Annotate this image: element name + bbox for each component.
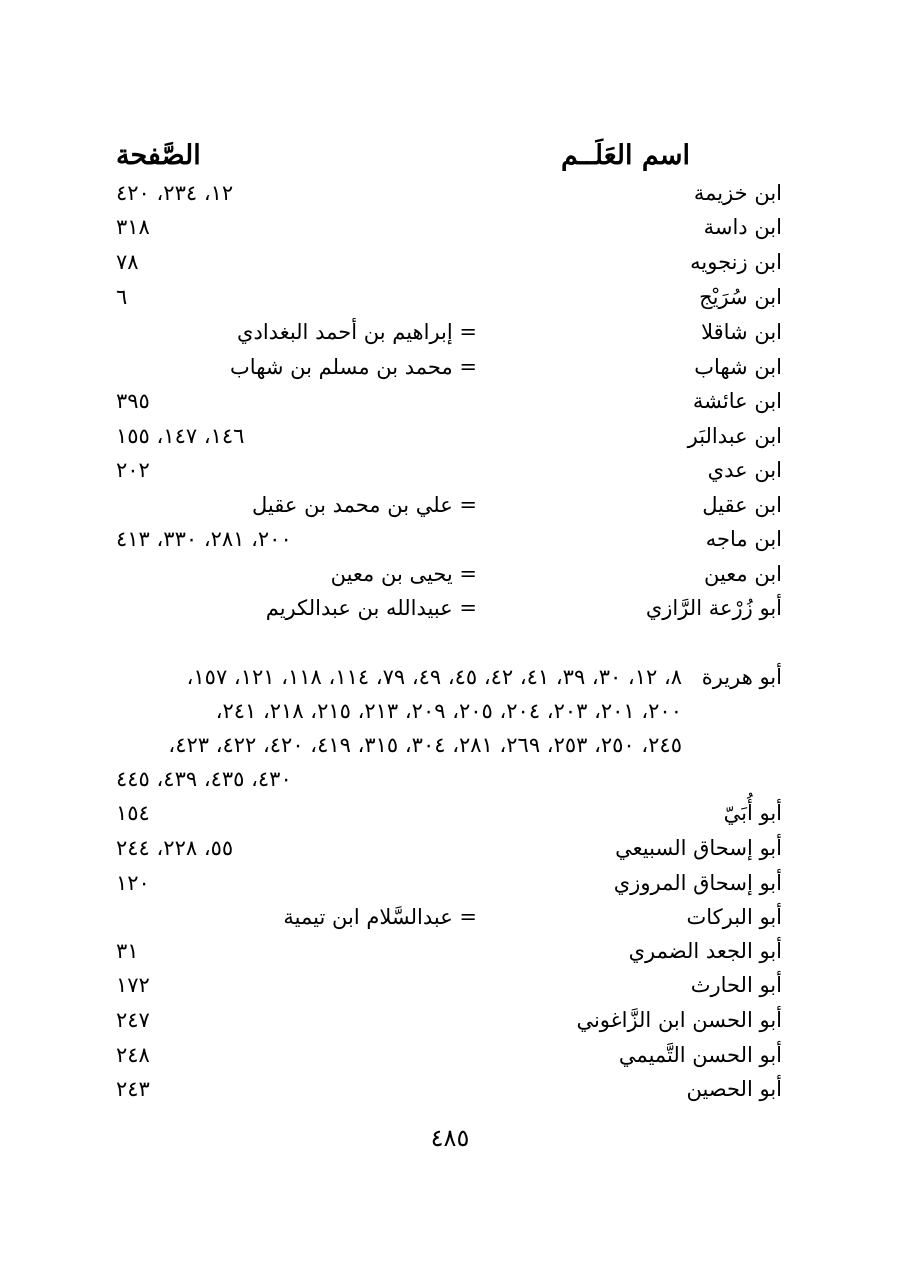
entry-cross-reference: = علي بن محمد بن عقيل [252,493,477,517]
entry-pages: ٢٤٨ [116,1043,150,1067]
index-entry [110,488,782,522]
index-entry [110,866,782,900]
entry-name: أبو زُرْعة الرَّازي [645,596,782,620]
index-entry [110,831,782,865]
entry-pages: ٣١٨ [116,215,150,239]
index-entry [110,796,782,830]
index-entry [110,280,782,314]
entry-name: أبو أُبَيّ [723,801,782,825]
index-entry [110,315,782,349]
entry-cross-reference: = محمد بن مسلم بن شهاب [230,355,477,379]
entry-name: ابن شهاب [694,355,782,379]
entry-pages: ٢٤٧ [116,1008,150,1032]
entry-name: ابن داسة [703,215,782,239]
index-entry [110,1038,782,1072]
page-number: ٤٨٥ [430,1124,470,1152]
index-entry-abu-hurayra [110,660,782,800]
entry-name: ابن معين [703,562,782,586]
index-entry [110,1003,782,1037]
index-entry [110,591,782,625]
entry-name: ابن زنجويه [690,250,782,274]
entry-name: ابن شاقلا [701,320,782,344]
column-header-name: اسم العَلَــم [561,140,690,171]
entry-pages: ٥٥، ٢٢٨، ٢٤٤ [116,836,234,860]
entry-name: ابن عقيل [702,493,782,517]
index-entry [110,522,782,556]
index-entry [110,176,782,210]
entry-pages: ٢٠٢ [116,458,150,482]
entry-pages: ٧٨ [116,250,139,274]
entry-name: أبو الحسن التَّميمي [618,1043,782,1067]
index-entry [110,453,782,487]
entry-name: ابن سُرَيْج [699,285,782,309]
entry-pages: ١٤٦، ١٤٧، ١٥٥ [116,424,245,448]
entry-name: ابن عبدالبَر [687,424,782,448]
index-entry [110,419,782,453]
entry-pages: ٦ [116,285,128,309]
entry-cross-reference: = إبراهيم بن أحمد البغدادي [237,320,477,344]
entry-pages: ١٧٢ [116,973,150,997]
index-entry [110,900,782,934]
entry-name: أبو الجعد الضمري [628,939,782,963]
index-entry [110,1072,782,1106]
entry-name: أبو الحارث [690,973,782,997]
entry-name: ابن عدي [707,458,782,482]
entry-pages: ٢٠٠، ٢٨١، ٣٣٠، ٤١٣ [116,527,292,551]
entry-pages: ١٥٤ [116,801,150,825]
entry-pages: ١٢٠ [116,871,150,895]
entry-name: أبو هريرة [701,665,782,689]
entry-pages: ٣١ [116,939,139,963]
entry-pages: ٣٩٥ [116,389,150,413]
entry-name: أبو الحسن ابن الزَّاغوني [576,1008,782,1032]
entry-cross-reference: = عبيدالله بن عبدالكريم [265,596,477,620]
entry-name: أبو إسحاق المروزي [613,871,782,895]
index-entry [110,934,782,968]
entry-name: أبو البركات [686,905,782,929]
entry-name: أبو إسحاق السبيعي [615,836,782,860]
index-entry [110,384,782,418]
column-header-page: الصَّفحة [116,140,201,171]
entry-cross-reference: = عبدالسَّلام ابن تيمية [283,905,477,929]
entry-pages-line: ٤٣٠، ٤٣٥، ٤٣٩، ٤٤٥ [116,767,292,791]
entry-name: ابن عائشة [692,389,782,413]
entry-name: ابن خزيمة [693,181,782,205]
entry-cross-reference: = يحيى بن معين [330,562,477,586]
entry-name: ابن ماجه [705,527,782,551]
index-entry [110,968,782,1002]
entry-pages-line: ٨، ١٢، ٣٠، ٣٩، ٤١، ٤٢، ٤٥، ٤٩، ٧٩، ١١٤، ١١٨، ١٢١، ١٥٧، [186,665,682,689]
index-entry [110,557,782,591]
index-entry [110,350,782,384]
entry-pages-line: ٢٠٠، ٢٠١، ٢٠٣، ٢٠٤، ٢٠٥، ٢٠٩، ٢١٣، ٢١٥، ٢١٨، ٢٤١، [215,699,682,723]
entry-pages-line: ٢٤٥، ٢٥٠، ٢٥٣، ٢٦٩، ٢٨١، ٣٠٤، ٣١٥، ٤١٩، ٤٢٠، ٤٢٢، ٤٢٣، [168,733,682,757]
entry-name: أبو الحصين [686,1077,782,1101]
entry-pages: ١٢، ٢٣٤، ٤٢٠ [116,181,234,205]
index-entry [110,210,782,244]
index-entry [110,245,782,279]
entry-pages: ٢٤٣ [116,1077,150,1101]
